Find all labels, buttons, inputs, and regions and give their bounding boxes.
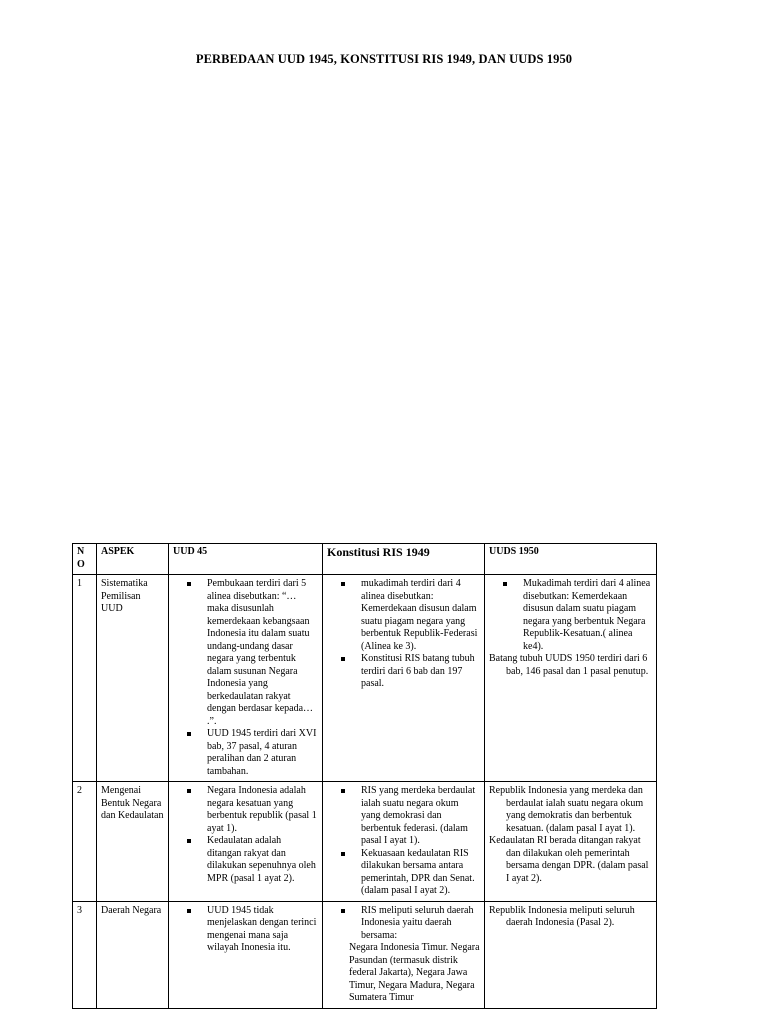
ris-cell (323, 782, 485, 902)
list-item: RIS yang merdeka berdaulat ialah suatu negara okum yang demokrasi dan berbentuk federasi. (dalam pasal I ayat 1). (361, 785, 480, 848)
row-number: 1 (73, 575, 97, 782)
list-item: mukadimah terdiri dari 4 alinea disebutkan: Kemerdekaan disusun dalam suatu piagam negara yang berbentuk Republik-Federasi (Alinea ke 3). (361, 578, 480, 653)
document-title: PERBEDAAN UUD 1945, KONSTITUSI RIS 1949, DAN UUDS 1950 (195, 52, 573, 66)
list-item: Negara Indonesia adalah negara kesatuan yang berbentuk republik (pasal 1 ayat 1). (207, 785, 317, 834)
uuds-cell (485, 575, 657, 782)
uud45-cell (169, 575, 323, 782)
table-row (73, 782, 657, 902)
uuds-text: Batang tubuh UUDS 1950 terdiri dari 6 bab, 146 pasal dan 1 pasal penutup. (489, 653, 649, 677)
row-number: 3 (73, 901, 97, 1008)
comparison-table (72, 543, 657, 1009)
ris-sub-text: Negara Indonesia Timur. Negara Pasundan (termasuk distrik federal Jakarta), Negara Jawa Timur, Negara Madura, Negara Sumatera Timur (349, 942, 480, 1003)
row-aspek: Sistematika Pemilisan UUD (97, 575, 169, 782)
uuds-text: Republik Indonesia yang merdeka dan berdaulat ialah suatu negara okum yang demokratis dan berbentuk kesatuan. (dalam pasal I ayat 1). (489, 785, 644, 834)
header-ris: Konstitusi RIS 1949 (323, 544, 485, 575)
list-item: Konstitusi RIS batang tubuh terdiri dari 6 bab dan 197 pasal. (361, 653, 480, 691)
list-item: RIS meliputi seluruh daerah Indonesia yaitu daerah bersama: (361, 905, 480, 943)
uuds-cell (485, 901, 657, 1008)
uuds-cell (485, 782, 657, 902)
header-aspek: ASPEK (97, 544, 169, 575)
row-aspek: Daerah Negara (97, 901, 169, 1008)
list-item: Kekuasaan kedaulatan RIS dilakukan bersama antara pemerintah, DPR dan Senat. (dalam pasal I ayat 2). (361, 848, 480, 898)
list-item: UUD 1945 terdiri dari XVI bab, 37 pasal, 4 aturan peralihan dan 2 aturan tambahan. (207, 728, 317, 777)
ris-cell (323, 575, 485, 782)
uuds-text: Republik Indonesia meliputi seluruh daerah Indonesia (Pasal 2). (489, 904, 635, 928)
list-item: UUD 1945 tidak menjelaskan dengan terinci mengenai mana saja wilayah Inonesia itu. (207, 904, 317, 953)
list-item: Kedaulatan adalah ditangan rakyat dan dilakukan sepenuhnya oleh MPR (pasal 1 ayat 2). (207, 835, 318, 885)
uud45-cell (169, 782, 323, 902)
table-row (73, 575, 657, 782)
row-aspek: Mengenai Bentuk Negara dan Kedaulatan (97, 782, 169, 902)
header-uud45: UUD 45 (169, 544, 323, 575)
list-item: Pembukaan terdiri dari 5 alinea disebutkan: “… maka disusunlah kemerdekaan kebangsaan Indonesia itu dalam suatu undang-undang dasar negara yang terbentuk dalam susunan Negara Indonesia yang berkedaulatan rakyat dengan berdasar kepada… .”. (207, 578, 318, 728)
table-row (73, 901, 657, 1008)
header-uuds: UUDS 1950 (485, 544, 657, 575)
ris-cell (323, 901, 485, 1008)
list-item: Mukadimah terdiri dari 4 alinea disebutkan: Kemerdekaan disusun dalam suatu piagam negara yang berbentuk Negara Republik-Kesatuan.( alinea ke4). (523, 578, 651, 652)
table-header-row (73, 544, 657, 575)
uuds-text: Kedaulatan RI berada ditangan rakyat dan dilakukan oleh pemerintah bersama dengan DPR. (dalam pasal I ayat 2). (489, 835, 649, 884)
row-number: 2 (73, 782, 97, 902)
uud45-cell (169, 901, 323, 1008)
header-no: N O (73, 544, 97, 575)
